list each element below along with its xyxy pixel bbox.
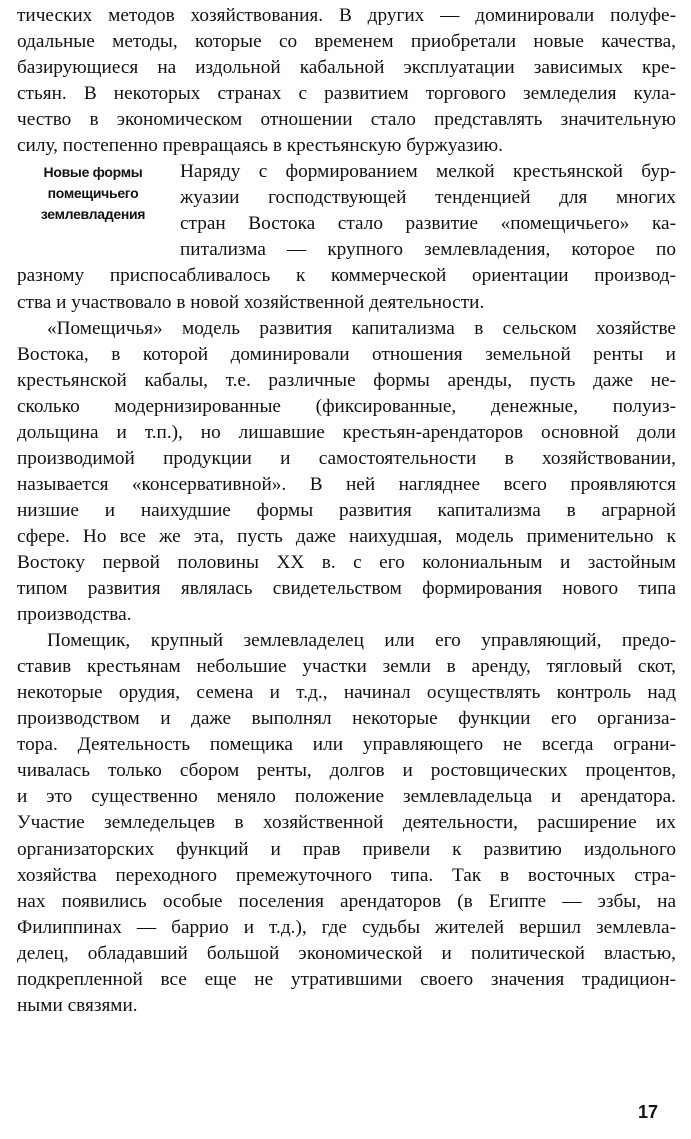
text-line: стран Востока стало развитие «помещичьего» ка- bbox=[180, 213, 676, 235]
text-line: жуазии господствующей тенденцией для многих bbox=[180, 187, 676, 209]
text-line: подкрепленной все еще не утратившими своего значения традицион- bbox=[17, 968, 676, 990]
text-line: ными связями. bbox=[17, 994, 138, 1016]
text-line: организаторских функций и прав привели к развитию издольного bbox=[17, 838, 676, 860]
text-line: Востоку первой половины XX в. с его колониальным и застойным bbox=[17, 552, 676, 573]
text-line: Помещик, крупный землевладелец или его управляющий, предо- bbox=[47, 630, 676, 652]
text-line: чивалась только сбором ренты, долгов и ростовщических процентов, bbox=[17, 760, 676, 782]
text-line: производимой продукции и самостоятельности в хозяйствовании, bbox=[17, 447, 676, 469]
text-line: Востока, в которой доминировали отношения земельной ренты и bbox=[17, 343, 676, 365]
text-line: тора. Деятельность помещика или управляющего не всегда ограни- bbox=[17, 734, 676, 756]
text-line: базирующиеся на издольной кабальной эксплуатации зависимых кре- bbox=[17, 57, 676, 79]
text-line: производством и даже выполнял некоторые функции его организа- bbox=[17, 708, 676, 730]
text-line: Участие земледельцев в хозяйственной деятельности, расширение их bbox=[17, 812, 676, 834]
text-line: одальные методы, которые со временем приобретали новые качества, bbox=[17, 31, 676, 53]
margin-heading-line: Новые формы bbox=[43, 164, 143, 181]
text-line: ставив крестьянам небольшие участки земли в аренду, тягловый скот, bbox=[17, 656, 676, 678]
text-line: стьян. В некоторых странах с развитием торгового земледелия кула- bbox=[17, 83, 676, 105]
text-line: Наряду с формированием мелкой крестьянской бур- bbox=[180, 161, 676, 183]
text-line: Филиппинах — баррио и т.д.), где судьбы жителей вершил землевла- bbox=[17, 916, 676, 938]
text-line: производства. bbox=[17, 604, 132, 626]
text-line: питализма — крупного землевладения, которое по bbox=[180, 239, 676, 261]
text-line: сколько модернизированные (фиксированные, денежные, полуиз- bbox=[17, 395, 676, 417]
text-line: хозяйства переходного премежуточного типа. Так в восточных стра- bbox=[17, 864, 676, 886]
text-line: нах появились особые поселения арендаторов (в Египте — эзбы, на bbox=[17, 890, 676, 912]
text-line: тических методов хозяйствования. В других — доминировали полуфе- bbox=[17, 5, 676, 26]
text-line: делец, обладавший большой экономической и политической властью, bbox=[17, 942, 676, 964]
margin-heading bbox=[18, 162, 168, 225]
text-line: силу, постепенно превращаясь в крестьянскую буржуазию. bbox=[17, 135, 503, 157]
text-line: чество в экономическом отношении стало представлять значительную bbox=[17, 109, 676, 131]
margin-heading-line: помещичьего bbox=[47, 185, 139, 202]
text-line: типом развития являлась свидетельством формирования нового типа bbox=[17, 578, 676, 600]
text-line: низшие и наихудшие формы развития капитализма в аграрной bbox=[17, 499, 676, 521]
text-line: называется «консервативной». В ней нагляднее всего проявляются bbox=[17, 473, 676, 495]
page-number: 17 bbox=[638, 1102, 659, 1122]
text-line: разному приспосабливалось к коммерческой ориентации производ- bbox=[17, 265, 676, 287]
text-line: ства и участвовало в новой хозяйственной деятельности. bbox=[17, 291, 485, 313]
text-line: некоторые орудия, семена и т.д., начинал осуществлять контроль над bbox=[17, 682, 676, 704]
text-line: и это существенно меняло положение землевладельца и арендатора. bbox=[17, 786, 676, 808]
text-line: дольщина и т.п.), но лишавшие крестьян-арендаторов основной доли bbox=[17, 421, 676, 443]
text-line: «Помещичья» модель развития капитализма в сельском хозяйстве bbox=[47, 317, 676, 339]
margin-heading-line: землевладения bbox=[40, 205, 146, 222]
text-line: сфере. Но все же эта, пусть даже наихудшая, модель применительно к bbox=[17, 525, 676, 547]
text-line: крестьянской кабалы, т.е. различные формы аренды, пусть даже не- bbox=[17, 369, 676, 391]
